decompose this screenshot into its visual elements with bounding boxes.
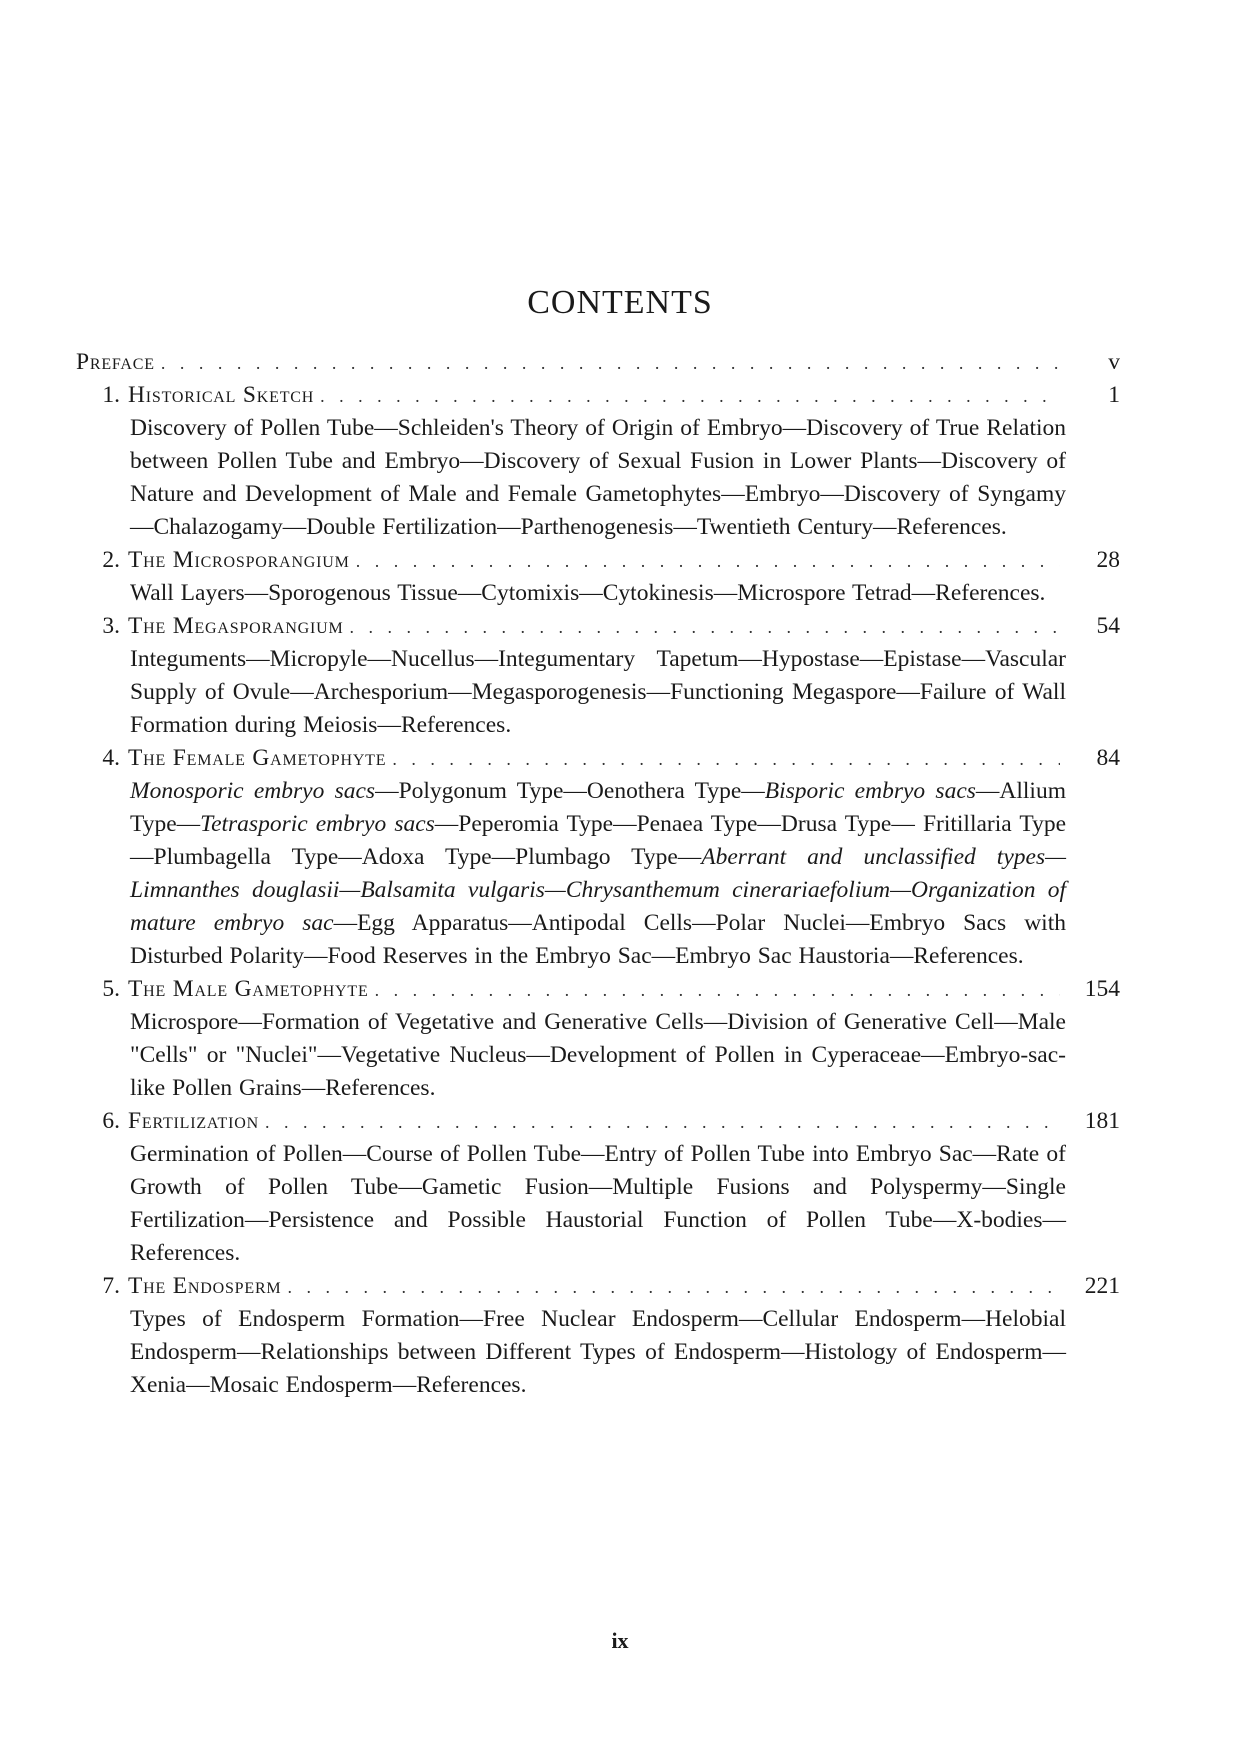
chapter-description: Wall Layers—Sporogenous Tissue—Cytomixis—Cytokinesis—Microspore Tetrad—References.: [130, 580, 1046, 606]
description-part: —Egg Apparatus—Antipodal Cells—Polar Nuclei—Embryo Sacs with Disturbed Polarity—Food Reserves in the Embryo Sac—Embryo Sac Haustoria—References.: [130, 910, 1066, 969]
toc-entry-heading: [76, 610, 1120, 643]
chapter-title: The Microsporangium: [128, 547, 350, 573]
description-part: —Peperomia Type—Penaea Type—Drusa Type— Fritillaria Type—Plumbagella Type—Adoxa Type—Plumbago Type—: [130, 811, 1067, 870]
chapter-description: Germination of Pollen—Course of Pollen Tube—Entry of Pollen Tube into Embryo Sac—Rate of Growth of Pollen Tube—Gametic Fusion—Multiple Fusions and Polyspermy—Single Fertilization—Persistence and Possible Haustorial Function of Pollen Tube—X-bodies—References.: [130, 1141, 1066, 1266]
chapter-page: 54: [1096, 613, 1120, 639]
chapter-number: 4.: [102, 745, 120, 771]
toc-entry-chapter-2: [76, 544, 1120, 610]
chapter-page: 28: [1096, 547, 1120, 573]
toc-entry-chapter-7: [76, 1270, 1120, 1402]
chapter-page: 1: [1108, 382, 1120, 408]
chapter-title: The Male Gametophyte: [128, 976, 369, 1002]
chapter-number: 3.: [102, 613, 120, 639]
description-part: Tetrasporic embryo sacs: [200, 811, 435, 837]
toc-entry-title: Preface: [76, 349, 155, 375]
description-part: Aberrant and unclassified types—Limnanthes douglasii—Balsamita vulgaris—Chrysanthemum cinerariaefolium—Organization of mature embryo sac: [130, 844, 1066, 936]
dot-leader: [320, 380, 1060, 413]
chapter-title: The Megasporangium: [128, 613, 344, 639]
chapter-number: 1.: [102, 382, 120, 408]
chapter-page: 84: [1096, 745, 1120, 771]
toc-entry-heading: [76, 379, 1120, 412]
dot-leader: [392, 743, 1060, 776]
chapter-number: 2.: [102, 547, 120, 573]
dot-leader: [350, 611, 1060, 644]
chapter-description: Integuments—Micropyle—Nucellus—Integumentary Tapetum—Hypostase—Epistase—Vascular Supply of Ovule—Archesporium—Megasporogenesis—Functioning Megaspore—Failure of Wall Formation during Meiosis—References.: [130, 646, 1066, 738]
chapter-title: Historical Sketch: [128, 382, 315, 408]
chapter-number: 7.: [102, 1273, 120, 1299]
toc-entry-chapter-5: [76, 973, 1120, 1105]
chapter-page: 181: [1084, 1108, 1120, 1134]
chapter-number: 6.: [102, 1108, 120, 1134]
toc-entry-chapter-6: [76, 1105, 1120, 1270]
description-part: —Allium Type—: [130, 778, 1066, 837]
chapter-description: Microspore—Formation of Vegetative and Generative Cells—Division of Generative Cell—Male "Cells" or "Nuclei"—Vegetative Nucleus—Development of Pollen in Cyperaceae—Embryo-sac-like Pollen Grains—References.: [130, 1009, 1066, 1101]
chapter-title: Fertilization: [128, 1108, 259, 1134]
page-title: CONTENTS: [527, 284, 713, 321]
toc-entry-heading: [76, 742, 1120, 775]
description-part: Monosporic embryo sacs: [130, 778, 376, 804]
toc-entry-heading: [76, 973, 1120, 1006]
page-number: ix: [611, 1628, 629, 1653]
toc-entry-page: v: [1108, 349, 1120, 375]
dot-leader: [161, 347, 1060, 380]
chapter-description: Discovery of Pollen Tube—Schleiden's Theory of Origin of Embryo—Discovery of True Relation between Pollen Tube and Embryo—Discovery of Sexual Fusion in Lower Plants—Discovery of Nature and Development of Male and Female Gametophytes—Embryo—Discovery of Syngamy—Chalazogamy—Double Fertilization—Parthenogenesis—Twentieth Century—References.: [130, 415, 1066, 540]
dot-leader: [265, 1106, 1060, 1139]
toc-entry-heading: [76, 346, 1120, 379]
description-part: —Polygonum Type—Oenothera Type—: [375, 778, 765, 804]
description-part: Bisporic embryo sacs: [764, 778, 976, 804]
dot-leader: [356, 545, 1060, 578]
toc-entry-heading: [76, 544, 1120, 577]
chapter-number: 5.: [102, 976, 120, 1002]
toc-entry-preface: [76, 346, 1120, 379]
toc-entry-chapter-4: [76, 742, 1120, 973]
chapter-description: Types of Endosperm Formation—Free Nuclear Endosperm—Cellular Endosperm—Helobial Endosperm—Relationships between Different Types of Endosperm—Histology of Endosperm—Xenia—Mosaic Endosperm—References.: [130, 1306, 1066, 1398]
table-of-contents: [76, 346, 1120, 1402]
chapter-description: [130, 775, 1066, 973]
chapter-page: 154: [1084, 976, 1120, 1002]
dot-leader: [287, 1271, 1060, 1304]
dot-leader: [375, 974, 1060, 1007]
toc-entry-chapter-1: [76, 379, 1120, 544]
toc-entry-heading: [76, 1105, 1120, 1138]
chapter-title: The Endosperm: [128, 1273, 282, 1299]
toc-entry-heading: [76, 1270, 1120, 1303]
chapter-title: The Female Gametophyte: [128, 745, 387, 771]
toc-entry-chapter-3: [76, 610, 1120, 742]
chapter-page: 221: [1084, 1273, 1120, 1299]
